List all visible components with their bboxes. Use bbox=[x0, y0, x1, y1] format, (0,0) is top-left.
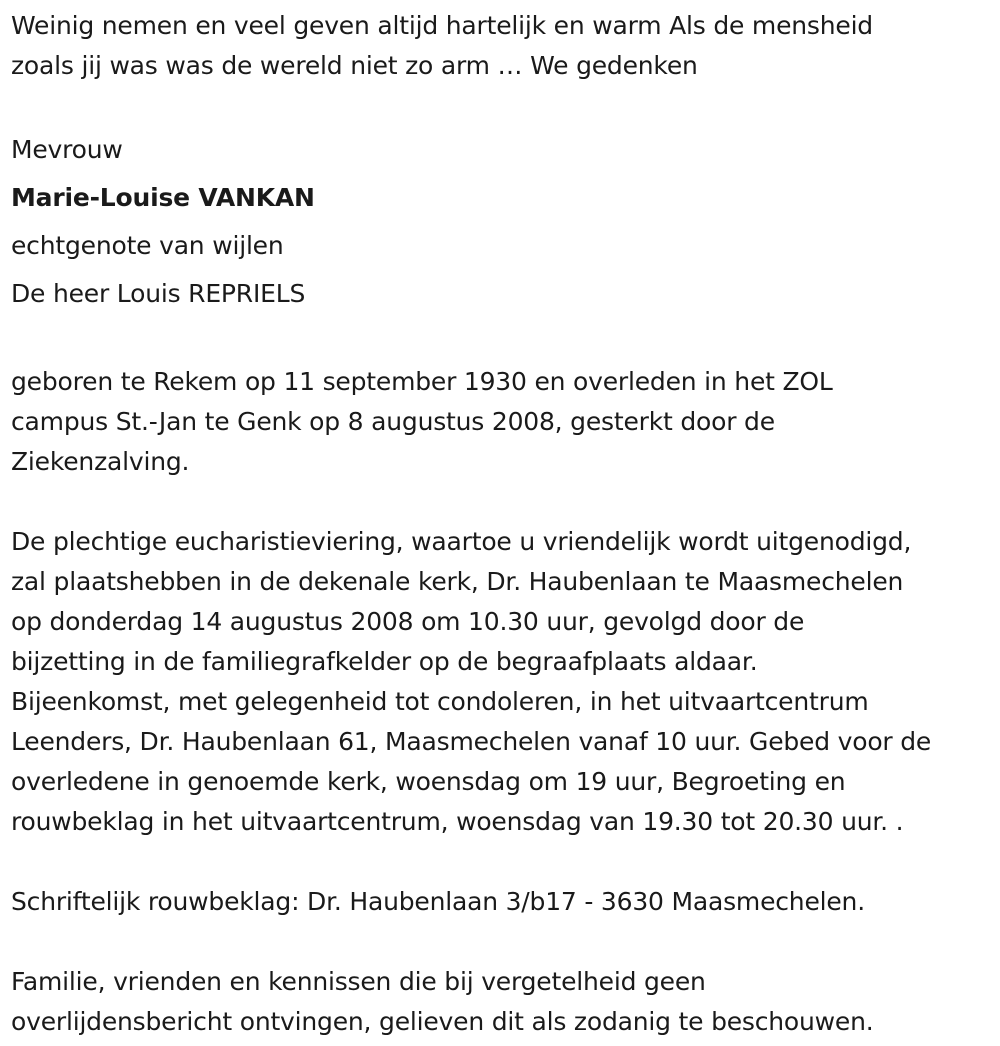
deceased-name: Marie-Louise VANKAN bbox=[11, 183, 315, 212]
intro-line: Weinig nemen en veel geven altijd hartelijk en warm Als de mensheid bbox=[11, 11, 873, 40]
relation-text: echtgenote van wijlen bbox=[11, 231, 284, 260]
ceremony-line: Bijeenkomst, met gelegenheid tot condoleren, in het uitvaartcentrum bbox=[11, 687, 869, 716]
spouse-name: De heer Louis REPRIELS bbox=[11, 279, 306, 308]
birth-death-line: campus St.-Jan te Genk op 8 augustus 2008, gesterkt door de bbox=[11, 407, 775, 436]
intro-poem bbox=[11, 0, 996, 86]
birth-death-line: Ziekenzalving. bbox=[11, 447, 190, 476]
birth-death-line: geboren te Rekem op 11 september 1930 en overleden in het ZOL bbox=[11, 367, 833, 396]
ceremony-line: zal plaatshebben in de dekenale kerk, Dr. Haubenlaan te Maasmechelen bbox=[11, 567, 904, 596]
obituary-document bbox=[11, 0, 996, 1042]
ceremony-paragraph bbox=[11, 522, 996, 842]
condolence-address-line: Schriftelijk rouwbeklag: Dr. Haubenlaan 3/b17 - 3630 Maasmechelen. bbox=[11, 887, 865, 916]
ceremony-line: op donderdag 14 augustus 2008 om 10.30 uur, gevolgd door de bbox=[11, 607, 805, 636]
closing-paragraph bbox=[11, 962, 996, 1042]
ceremony-line: Leenders, Dr. Haubenlaan 61, Maasmechelen vanaf 10 uur. Gebed voor de bbox=[11, 727, 932, 756]
salutation: Mevrouw bbox=[11, 135, 123, 164]
ceremony-line: overledene in genoemde kerk, woensdag om 19 uur, Begroeting en bbox=[11, 767, 846, 796]
birth-death-paragraph bbox=[11, 362, 996, 482]
ceremony-line: rouwbeklag in het uitvaartcentrum, woensdag van 19.30 tot 20.30 uur. . bbox=[11, 807, 904, 836]
intro-line: zoals jij was was de wereld niet zo arm … We gedenken bbox=[11, 51, 698, 80]
closing-line: Familie, vrienden en kennissen die bij vergetelheid geen bbox=[11, 967, 706, 996]
ceremony-line: De plechtige eucharistieviering, waartoe u vriendelijk wordt uitgenodigd, bbox=[11, 527, 912, 556]
closing-line: overlijdensbericht ontvingen, gelieven dit als zodanig te beschouwen. bbox=[11, 1007, 874, 1036]
ceremony-line: bijzetting in de familiegrafkelder op de begraafplaats aldaar. bbox=[11, 647, 758, 676]
condolence-address bbox=[11, 882, 996, 922]
